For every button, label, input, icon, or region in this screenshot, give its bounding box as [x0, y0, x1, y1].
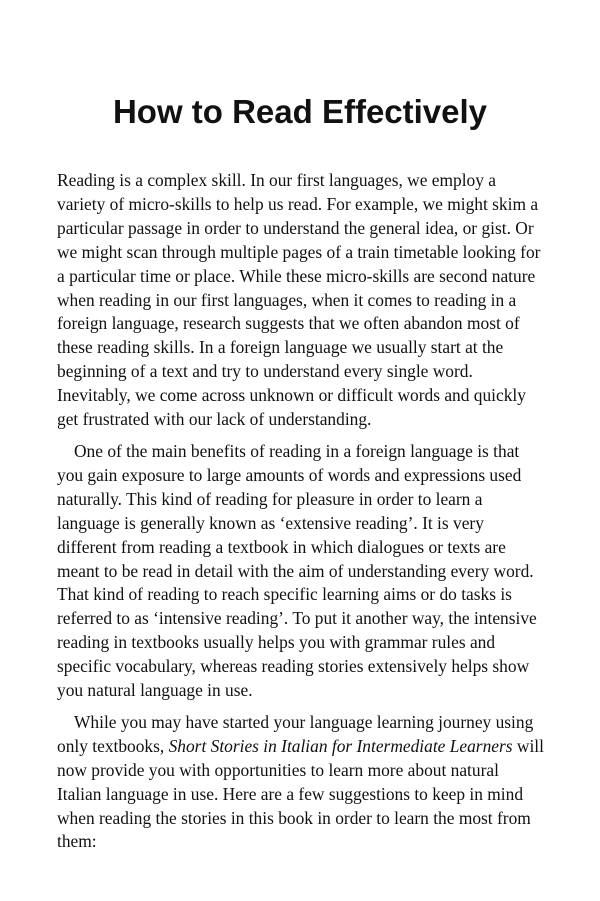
page-title: How to Read Effectively [112, 93, 488, 130]
paragraph-3 [57, 711, 547, 854]
paragraph-3-text-after-title: will now provide you with opportunities to learn more about natural Italian language in use. Here are a few suggestions to keep in mind when reading the stories in this book in order to learn the most from them: [57, 735, 544, 852]
body-text [57, 169, 547, 862]
paragraph-3-text-before-title: While you may have started your language learning journey using only textbooks, [57, 711, 534, 756]
paragraph-2: One of the main benefits of reading in a foreign language is that you gain exposure to large amounts of words and expressions used naturally. This kind of reading for pleasure in order to learn a language is generally known as ‘extensive reading’. It is very different from reading a textbook in which dialogues or texts are meant to be read in detail with the aim of understanding every word. That kind of reading to reach specific learning aims or do tasks is referred to as ‘intensive reading’. To put it another way, the intensive reading in textbooks usually helps you with grammar rules and specific vocabulary, whereas reading stories extensively helps show you natural language in use. [57, 440, 537, 701]
book-title-italic: Short Stories in Italian for Intermediate Learners [168, 735, 513, 756]
paragraph-1: Reading is a complex skill. In our first languages, we employ a variety of micro-skills to help us read. For example, we might skim a particular passage in order to understand the general idea, or gist. Or we might scan through multiple pages of a train timetable looking for a particular time or place. While these micro-skills are second nature when reading in our first languages, when it comes to reading in a foreign language, research suggests that we often abandon most of these reading skills. In a foreign language we usually start at the beginning of a text and try to understand every single word. Inevitably, we come across unknown or difficult words and quickly get frustrated with our lack of understanding. [57, 170, 541, 430]
